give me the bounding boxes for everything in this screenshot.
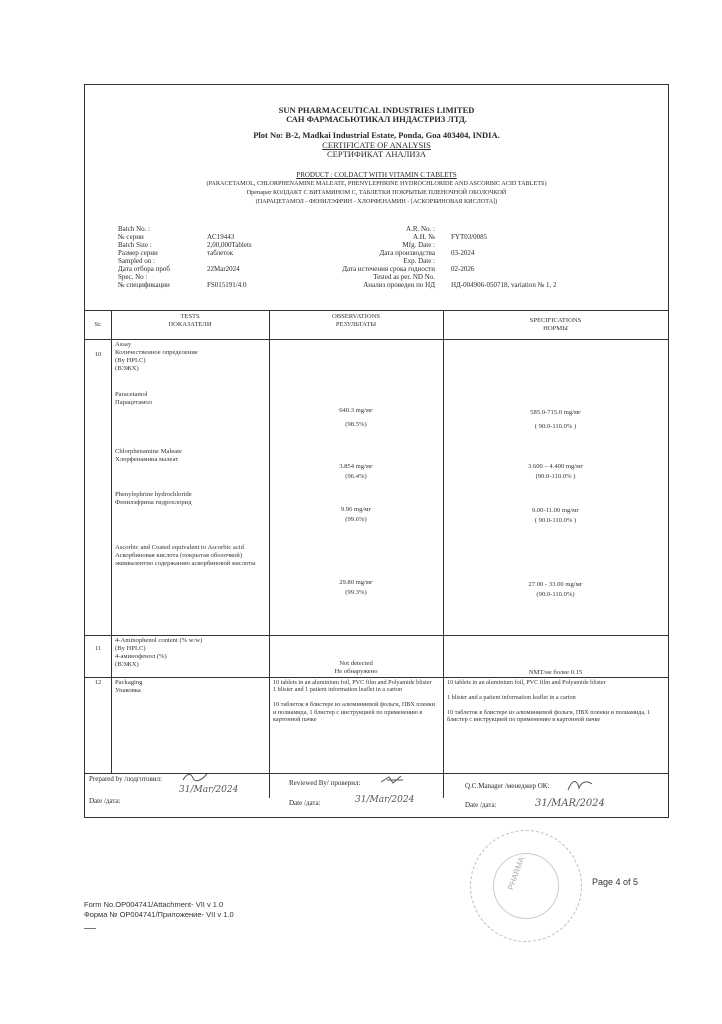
chlorphenamine-obs: 3.854 mg/мг (96.4%) xyxy=(339,463,373,480)
meta-right-labels: A.R. No. : А.Н. № Mfg. Date : Дата производства Exp. Date : Дата истечения срока годности Tested as per. ND No. Анализ проведен по НД xyxy=(342,225,435,289)
row-11-test: 4-Aminophenol content (% w/w) (By HPLC) 4-аминофенол (%) (ВЭЖХ) xyxy=(115,637,203,668)
date-label-reviewed: Date /дата: xyxy=(289,799,321,807)
prepared-signature xyxy=(181,771,211,783)
meta-right-values: FYT03/0085 03-2024 02-2026 НД-004906-050718, variation № 1, 2 xyxy=(451,233,557,289)
product-line-3: Препарат КОЛДАКТ С ВИТАМИНОМ С, ТАБЛЕТКИ ПОКРЫТЫЕ ПЛЕНОЧНОЙ ОБОЛОЧКОЙ xyxy=(246,189,507,196)
phenylephrine-obs: 9.96 mg/мг (99.6%) xyxy=(340,506,372,523)
company-address: Plot No: B-2, Madkai Industrial Estate, Ponda, Goa 403404, INDIA. xyxy=(253,130,500,140)
ascorbic-acid-name: Ascorbic and Coated equivalent to Ascorbic acid Аскорбиновая кислота (покрытая оболочкой) эквивалентно содержанию аскорбиновой кислоты xyxy=(115,544,256,567)
form-number: Form No.OP004741/Attachment- VII v 1.0 xyxy=(84,900,224,909)
row-12-test: Packaging Упаковка xyxy=(115,679,143,694)
date-label-prepared: Date /дата: xyxy=(89,797,121,805)
paracetamol-spec: 585.0-715.0 mg/мг ( 90.0-110.0% ) xyxy=(530,409,581,430)
certificate-title: CERTIFICATE OF ANALYSIS xyxy=(322,140,431,150)
prepared-by-label: Prepared by /подготовил: xyxy=(89,775,162,783)
chlorphenamine-spec: 3.600 – 4.400 mg/мг (90.0-110.0% ) xyxy=(527,463,584,480)
qc-manager-label: Q.C.Manager /менеджер ОК: xyxy=(465,782,550,790)
reviewed-signature xyxy=(379,774,409,786)
ascorbic-acid-obs: 29.80 mg/мг (99.3%) xyxy=(339,579,373,596)
meta-left-labels: Batch No. : № серии Batch Size : Размер серии Sampled on : Дата отбора проб Spec. No : № спецификации xyxy=(118,225,170,289)
chlorphenamine-name: Chlorphenamine Maleate Хлорфенамина малеат xyxy=(115,448,182,463)
meta-left-values: AC19443 2,00,000Tablets таблеток 22Mar2024 FS015191/4.0 xyxy=(207,233,252,289)
certificate-frame xyxy=(84,84,669,818)
row-12-obs: 10 tablets in an aluminium foil, PVC film and Polyamide blister 1 blister and 1 patient information leaflet in a carton 10 таблеток в блистере из алюминиевой фольги, ПВХ пленки и полиамида, 1 блистер с инструкцией по применению в картонной пачке xyxy=(273,679,436,724)
company-name-ru: САН ФАРМАСЬЮТИКАЛ ИНДАСТРИЗ ЛТД. xyxy=(286,114,467,124)
product-line-2: (PARACETAMOL, CHLORPHENAMINE MALEATE, PHENYLEPHRINE HYDROCHLORIDE AND ASCORBIC ACID TABLETS) xyxy=(206,180,547,187)
paracetamol-name: Paracetamol Парацетамол xyxy=(115,391,152,406)
col-specifications-header: SPECIFICATIONS НОРМЫ xyxy=(529,317,582,332)
phenylephrine-name: Phenylephrine hydrochloride Фенилэфрина гидрохлорид xyxy=(115,491,192,506)
row-11-spec: NMT/не более 0.15 xyxy=(528,669,583,676)
product-line-1: PRODUCT : COLDACT WITH VITAMIN C TABLETS xyxy=(296,171,457,179)
ascorbic-acid-spec: 27.00 - 33.00 mg/мг (90.0-110.0%) xyxy=(528,581,583,598)
certificate-title-ru: СЕРТИФИКАТ АНАЛИЗА xyxy=(327,149,426,159)
qc-date-handwritten: 31/MAR/2024 xyxy=(535,798,605,809)
prepared-date-handwritten: 31/Mar/2024 xyxy=(179,785,239,795)
reviewed-by-label: Reviewed By/ проверил: xyxy=(289,779,361,787)
col-sr-header: Sr. xyxy=(94,321,102,328)
reviewed-date-handwritten: 31/Mar/2024 xyxy=(355,795,415,805)
col-tests-header: TESTS ПОКАЗАТЕЛИ xyxy=(168,313,212,328)
row-12-sr: 12 xyxy=(94,679,102,686)
row-11-obs: Not detected Не обнаружено xyxy=(334,660,378,675)
company-name: SUN PHARMACEUTICAL INDUSTRIES LIMITED xyxy=(278,105,475,115)
row-12-spec: 10 tablets in an aluminium foil, PVC film and Polyamide blister 1 blister and a patient information leaflet in a carton 10 таблеток в блистере из алюминиевой фольги, ПВХ пленки и полиамида, 1 блистер с инструкцией по применению в картонной пачке xyxy=(447,679,651,724)
row-11-sr: 11 xyxy=(94,645,102,652)
phenylephrine-spec: 9.00-11.00 mg/мг ( 90.0-110.0% ) xyxy=(531,507,580,524)
form-number-ru: Форма № OP004741/Приложение- VII v 1.0 xyxy=(84,910,234,919)
product-line-4: (ПАРАЦЕТАМОЛ - ФЕНИЛЭФРИН - ХЛОРФЕНАМИН - [АСКОРБИНОВАЯ КИСЛОТА]) xyxy=(255,198,498,205)
qc-signature xyxy=(565,778,595,792)
company-stamp: PHARMA xyxy=(470,830,582,942)
paracetamol-obs: 640.3 mg/мг (98.5%) xyxy=(339,407,373,428)
col-observations-header: OBSERVATIONS РЕЗУЛЬТАТЫ xyxy=(331,313,381,328)
footer-divider xyxy=(84,928,96,929)
row-10-test-head: Assay Количественное определение (By HPLC) (ВЭЖХ) xyxy=(115,341,198,372)
row-10-sr: 10 xyxy=(94,351,102,358)
date-label-qc: Date /дата: xyxy=(465,801,497,809)
page-number: Page 4 of 5 xyxy=(592,877,639,887)
